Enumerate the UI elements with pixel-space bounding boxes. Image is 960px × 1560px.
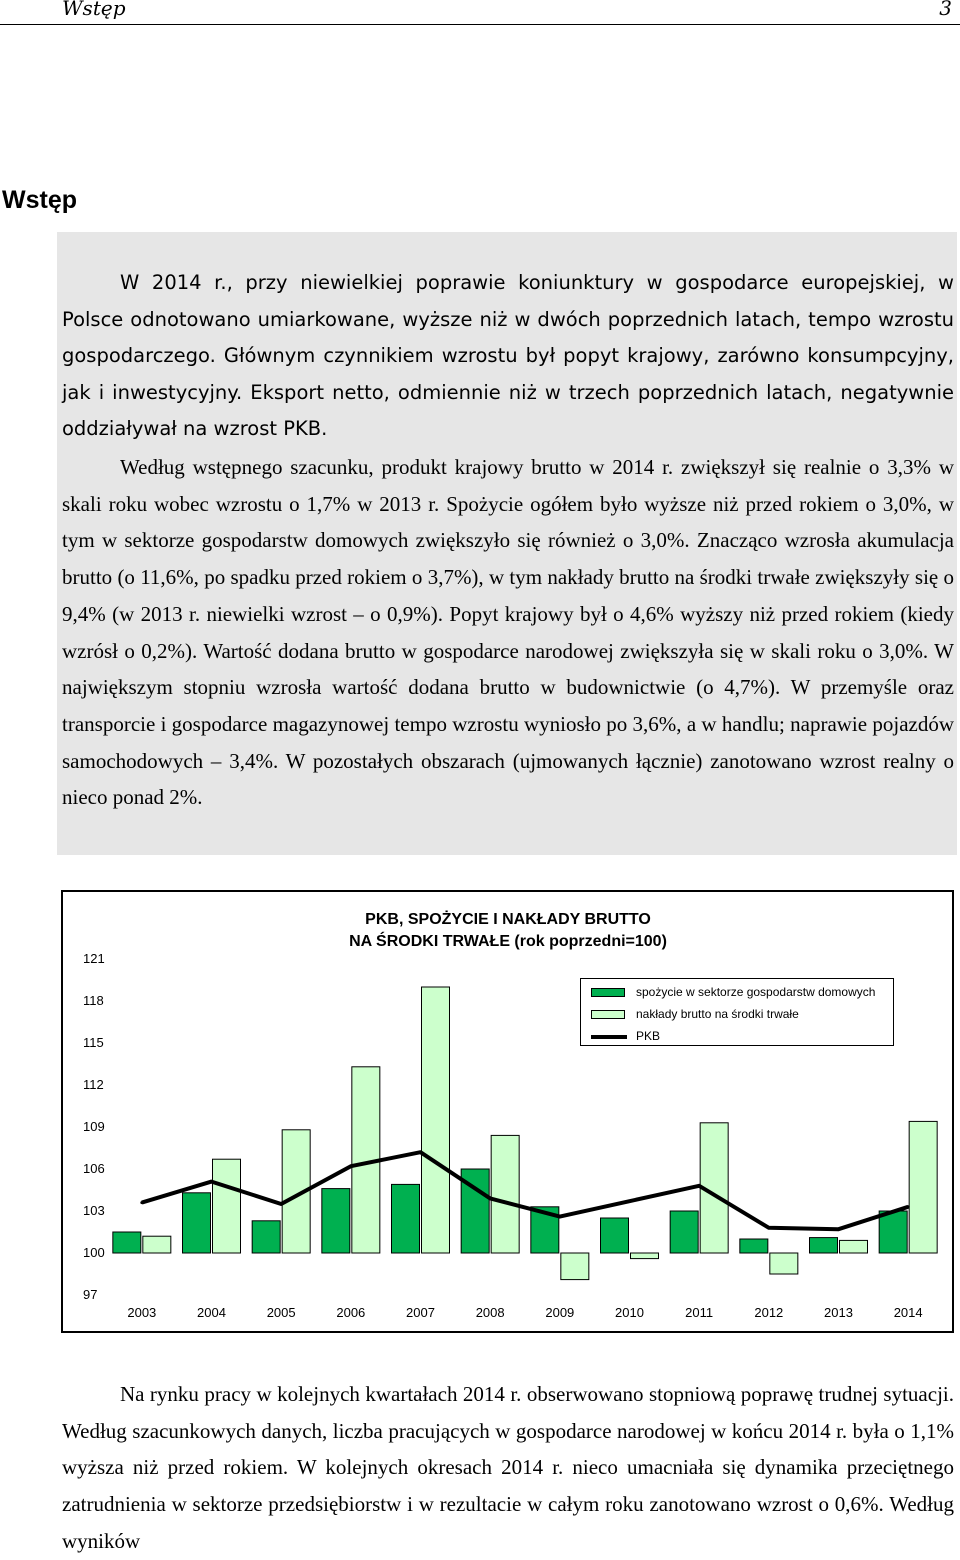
y-tick-label: 100 xyxy=(83,1245,105,1260)
y-tick-label: 97 xyxy=(83,1287,98,1302)
x-tick-label: 2014 xyxy=(893,1305,923,1320)
y-tick-label: 118 xyxy=(83,993,104,1008)
legend-label-consumption: spożycie w sektorze gospodarstw domowych xyxy=(636,985,876,999)
point-gdp xyxy=(210,1180,213,1183)
paragraph-labour-market-text: Na rynku pracy w kolejnych kwartałach 2014 r. obserwowano stopniową poprawę trudnej sytuacji. Według szacunkowych danych, liczba pracujących w gospodarce narodowej w końcu 2014 r. była o 1,1% wyższa niż przed rokiem. W kolejnych okresach 2014 r. nieco umacniała się dynamika przeciętnego zatrudnienia w sektorze przedsiębiorstw i w rezultacie w całym roku zanotowano wzrost o 0,6%. Według wyników xyxy=(62,1382,954,1553)
legend-label-investment: nakłady brutto na środki trwałe xyxy=(636,1007,799,1021)
bar-investment xyxy=(631,1253,659,1259)
legend-item-gdp xyxy=(591,1029,891,1045)
x-tick-label: 2006 xyxy=(336,1305,366,1320)
legend-item-investment xyxy=(591,1007,891,1023)
point-gdp xyxy=(349,1165,352,1168)
bar-consumption xyxy=(670,1211,698,1253)
bar-consumption xyxy=(601,1218,629,1253)
legend-line-gdp xyxy=(591,1035,627,1039)
x-tick-label: 2003 xyxy=(127,1305,157,1320)
bar-investment xyxy=(213,1159,241,1253)
bar-consumption xyxy=(113,1232,141,1253)
x-tick-label: 2007 xyxy=(406,1305,435,1320)
point-gdp xyxy=(907,1205,910,1208)
y-tick-label: 112 xyxy=(83,1077,104,1092)
line-gdp xyxy=(142,1152,908,1229)
bar-consumption xyxy=(252,1221,280,1253)
header-page-number: 3 xyxy=(939,0,952,20)
paragraph-intro-text: W 2014 r., przy niewielkiej poprawie koniunktury w gospodarce europejskiej, w Polsce odnotowano umiarkowane, wyższe niż w dwóch poprzednich latach, tempo wzrostu gospodarczego. Głównym czynnikiem wzrostu był popyt krajowy, zarówno konsumpcyjny, jak i inwestycyjny. Eksport netto, odmiennie niż w trzech poprzednich latach, negatywnie oddziaływał na wzrost PKB. xyxy=(62,271,954,440)
bar-investment xyxy=(561,1253,589,1280)
legend-swatch-investment xyxy=(591,1010,625,1019)
y-tick-label: 106 xyxy=(83,1161,105,1176)
point-gdp xyxy=(837,1228,840,1231)
point-gdp xyxy=(628,1200,631,1203)
point-gdp xyxy=(489,1197,492,1200)
x-tick-label: 2011 xyxy=(685,1305,714,1320)
paragraph-gdp-text: Według wstępnego szacunku, produkt krajowy brutto w 2014 r. zwiększył się realnie o 3,3% w skali roku wobec wzrostu o 1,7% w 2013 r. Spożycie ogółem było wyższe niż przed rokiem o 3,0%, w tym w sektorze gospodarstw domowych zwiększyło się również o 3,0%. Znacząco wzrosła akumulacja brutto (o 11,6%, po spadku przed rokiem o 3,7%), w tym nakłady brutto na środki trwałe zwiększyły się o 9,4% (w 2013 r. niewielki wzrost – o 0,9%). Popyt krajowy był o 4,6% wyższy niż przed rokiem (kiedy wzrósł o 0,2%). Wartość dodana brutto w gospodarce narodowej zwiększyła się w skali roku o 3,0%. W największym stopniu wzrosła wartość dodana brutto w budownictwie (o 4,7%). W przemyśle oraz transporcie i gospodarce magazynowej tempo wzrostu wyniosło po 3,6%, a w handlu; naprawie pojazdów samochodowych – 3,4%. W pozostałych obszarach (ujmowanych łącznie) zanotowano wzrost realny o nieco ponad 2%. xyxy=(62,455,954,810)
gdp-chart xyxy=(61,890,954,1333)
bar-consumption xyxy=(810,1238,838,1253)
bar-consumption xyxy=(879,1211,907,1253)
bar-consumption xyxy=(392,1184,420,1253)
legend-label-gdp: PKB xyxy=(636,1029,661,1043)
x-tick-label: 2008 xyxy=(475,1305,505,1320)
y-tick-label: 115 xyxy=(83,1035,104,1050)
bar-consumption xyxy=(183,1193,211,1253)
chart-legend xyxy=(580,978,894,1046)
x-tick-label: 2012 xyxy=(754,1305,784,1320)
x-tick-label: 2009 xyxy=(545,1305,575,1320)
y-tick-label: 109 xyxy=(83,1119,105,1134)
point-gdp xyxy=(767,1226,770,1229)
point-gdp xyxy=(558,1215,561,1218)
running-header xyxy=(0,0,960,25)
chart-plot xyxy=(63,892,952,1331)
legend-swatch-consumption xyxy=(591,988,625,997)
point-gdp xyxy=(419,1151,422,1154)
x-tick-label: 2013 xyxy=(824,1305,853,1320)
y-tick-label: 103 xyxy=(83,1203,105,1218)
bar-consumption xyxy=(740,1239,768,1253)
paragraph-labour-market xyxy=(62,1376,954,1560)
bar-investment xyxy=(840,1240,868,1253)
x-tick-label: 2005 xyxy=(266,1305,296,1320)
x-tick-label: 2004 xyxy=(197,1305,226,1320)
paragraph-intro xyxy=(62,265,954,448)
bar-consumption xyxy=(322,1189,350,1253)
bar-investment xyxy=(770,1253,798,1274)
chart-title-line-1: PKB, SPOŻYCIE I NAKŁADY BRUTTO xyxy=(365,911,651,928)
y-tick-label: 121 xyxy=(83,951,105,966)
bar-investment xyxy=(909,1121,937,1253)
bar-investment xyxy=(491,1135,519,1253)
legend-item-consumption xyxy=(591,985,891,1001)
bar-investment xyxy=(143,1236,171,1253)
header-section-name: Wstęp xyxy=(62,0,126,20)
section-title: Wstęp xyxy=(2,186,77,214)
paragraph-gdp xyxy=(62,449,954,816)
point-gdp xyxy=(280,1203,283,1206)
chart-title-line-2: NA ŚRODKI TRWAŁE (rok poprzedni=100) xyxy=(349,933,667,950)
bar-investment xyxy=(422,987,450,1253)
point-gdp xyxy=(140,1201,143,1204)
x-tick-label: 2010 xyxy=(615,1305,644,1320)
point-gdp xyxy=(698,1184,701,1187)
